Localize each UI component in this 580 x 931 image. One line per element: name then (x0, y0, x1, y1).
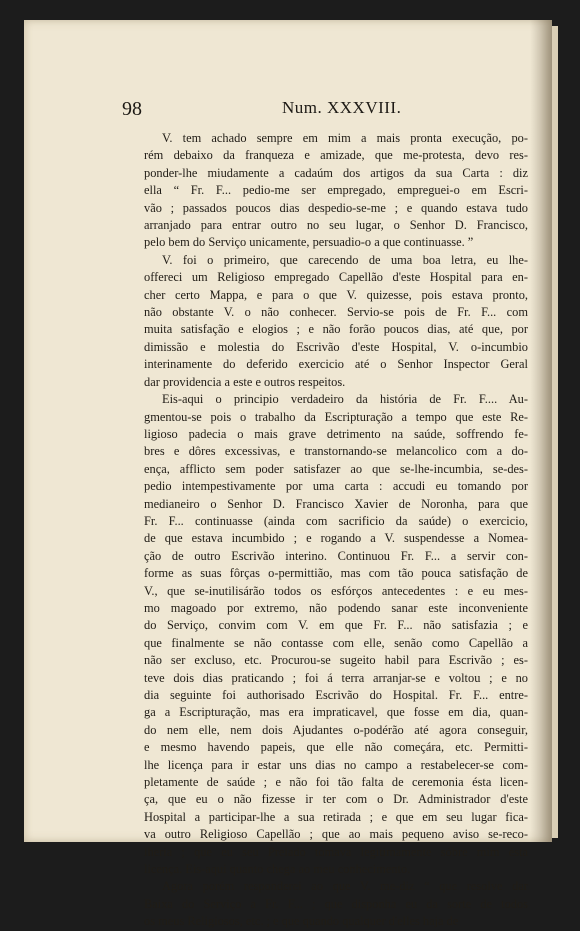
text-line: não ser excluso, etc. Procurou-se sugeito habil para Escrivão ; es- (144, 653, 528, 668)
text-line: lheria ; que eu seu Prelado tomava legitimamente sóbre mim ésta (144, 844, 528, 859)
text-line: teve dois dias praticando ; foi á terra arranjar-se e voltou ; e no (144, 670, 528, 685)
text-line: vão ; passados poucos dias despedio-se-me ; e quando estava tudo (144, 200, 528, 215)
text-line: V., que se-inutilisárão todos os esfórços antecedentes : e eu mes- (144, 583, 528, 598)
text-line: gmentou-se pois o trabalho da Escripturação a tempo que este Re- (144, 409, 528, 424)
page-edge (552, 26, 558, 838)
text-line: offereci um Religioso empregado Capellão d'este Hospital para en- (144, 270, 528, 285)
text-line: bres e dôres excessivas, e transtornando-se melancolico com a do- (144, 444, 528, 459)
running-head: Num. XXXVIII. (282, 98, 402, 117)
text-line: muita satisfação e elogios ; e não forão poucos dias, até que, por (144, 322, 528, 337)
text-body (144, 130, 528, 931)
text-line: dar providencia a este e outros respeitos. (144, 374, 346, 389)
text-line: Agora porém responderei ao que V. me-diz “ que resolve dar (162, 879, 528, 894)
text-line: V. foi o primeiro, que carecendo de uma boa letra, eu lhe- (162, 252, 528, 267)
text-line: que finalmente se não contasse com elle, senão como Capellão a (144, 635, 528, 650)
text-line: os meus Religiosos, etc. ; e que quando qualquer d'elles haja de (144, 914, 459, 929)
text-line: Fr. F... continuasse (ainda com sacrificio da saúde) o exercicio, (144, 513, 528, 528)
paragraph (144, 391, 528, 878)
text-line: medianeiro o Senhor D. Francisco Xavier de Noronha, para que (144, 496, 528, 511)
page-number: 98 (122, 98, 142, 120)
text-line: não obstante V. o não conhecer. Servio-se pois de Fr. F... com (144, 305, 528, 320)
text-line: ponder-lhe miudamente a cadaúm dos artigos da sua Carta : diz (144, 165, 528, 180)
text-line: va outro Religioso Capellão ; que ao mais pequeno aviso se-reco- (144, 827, 528, 842)
text-line: lhe licença para ir estar uns dias no campo a restabelecer-se com- (144, 757, 528, 772)
text-line: Hospital a participar-lhe a sua retirada ; e que em seu lugar fica- (144, 809, 528, 824)
paragraph (144, 130, 528, 252)
text-line: Baixa do Serviço a Fr. F... ; que disponha eu da sorte de todos (144, 896, 528, 911)
text-line: pletamente de saúde ; e não foi tão falta de ceremonia ésta licen- (144, 775, 528, 790)
page-spine-shadow (530, 20, 552, 842)
paragraph (144, 878, 528, 930)
text-line: licença. Eis-aqui quanto chega ao meu conhecimento. (144, 862, 411, 877)
text-line: rém debaixo da franqueza e amizade, que me-protesta, devo res- (144, 148, 528, 163)
paragraph (144, 252, 528, 391)
text-line: ligioso padecia o mais grave detrimento na saúde, soffrendo fe- (144, 426, 528, 441)
text-line: de que estava incumbido ; e rogando a V. suspendesse a Nomea- (144, 531, 528, 546)
text-line: interinamente do deferido exercicio até o Senhor Inspector Geral (144, 357, 528, 372)
text-line: Eis-aqui o principio verdadeiro da história de Fr. F.... Au- (162, 392, 528, 407)
text-line: pedio intempestivamente por uma carta : accudi eu tomando por (144, 479, 528, 494)
text-line: do nem elle, nem dois Ajudantes o-podérão até agora conseguir, (144, 722, 528, 737)
text-line: ção de outro Escrivão interino. Continuou Fr. F... a servir con- (144, 548, 528, 563)
text-line: dia seguinte foi authorisado Escrivão do Hospital. Fr. F... entre- (144, 688, 528, 702)
text-line: arranjado para entrar outro no seu lugar, o Senhor D. Francisco, (144, 218, 528, 233)
text-line: cher certo Mappa, e para o que V. quizesse, pois estava pronto, (144, 287, 528, 302)
text-line: ença, afflicto sem poder satisfazer ao que se-lhe-incumbia, se-des- (144, 461, 528, 476)
text-line: ça, que eu o não fizesse ir ter com o Dr. Administrador d'este (144, 792, 528, 807)
page-header (122, 98, 422, 124)
text-line: V. tem achado sempre em mim a mais pronta execução, po- (162, 131, 528, 145)
text-line: mo magoado por extremo, não podendo sanar este inconveniente (144, 600, 528, 615)
text-line: e mesmo havendo papeis, que elle não começára, etc. Permitti- (144, 740, 528, 755)
text-line: do Serviço, convim com V. em que Fr. F... não satisfazia ; e (144, 618, 528, 633)
text-line: dimissão e molestia do Escrivão d'este Hospital, V. o-incumbio (144, 339, 528, 354)
text-line: pelo bem do Serviço unicamente, persuadio-o a que continuasse. ” (144, 235, 474, 250)
text-line: forme as suas fôrças o-permittião, mas com tão pouca satisfação de (144, 566, 528, 581)
text-line: ella “ Fr. F... pedio-me ser empregado, empreguei-o em Escri- (144, 183, 528, 198)
text-line: ga a Escripturação, mas era impraticavel, que fosse em dia, quan- (144, 705, 528, 720)
